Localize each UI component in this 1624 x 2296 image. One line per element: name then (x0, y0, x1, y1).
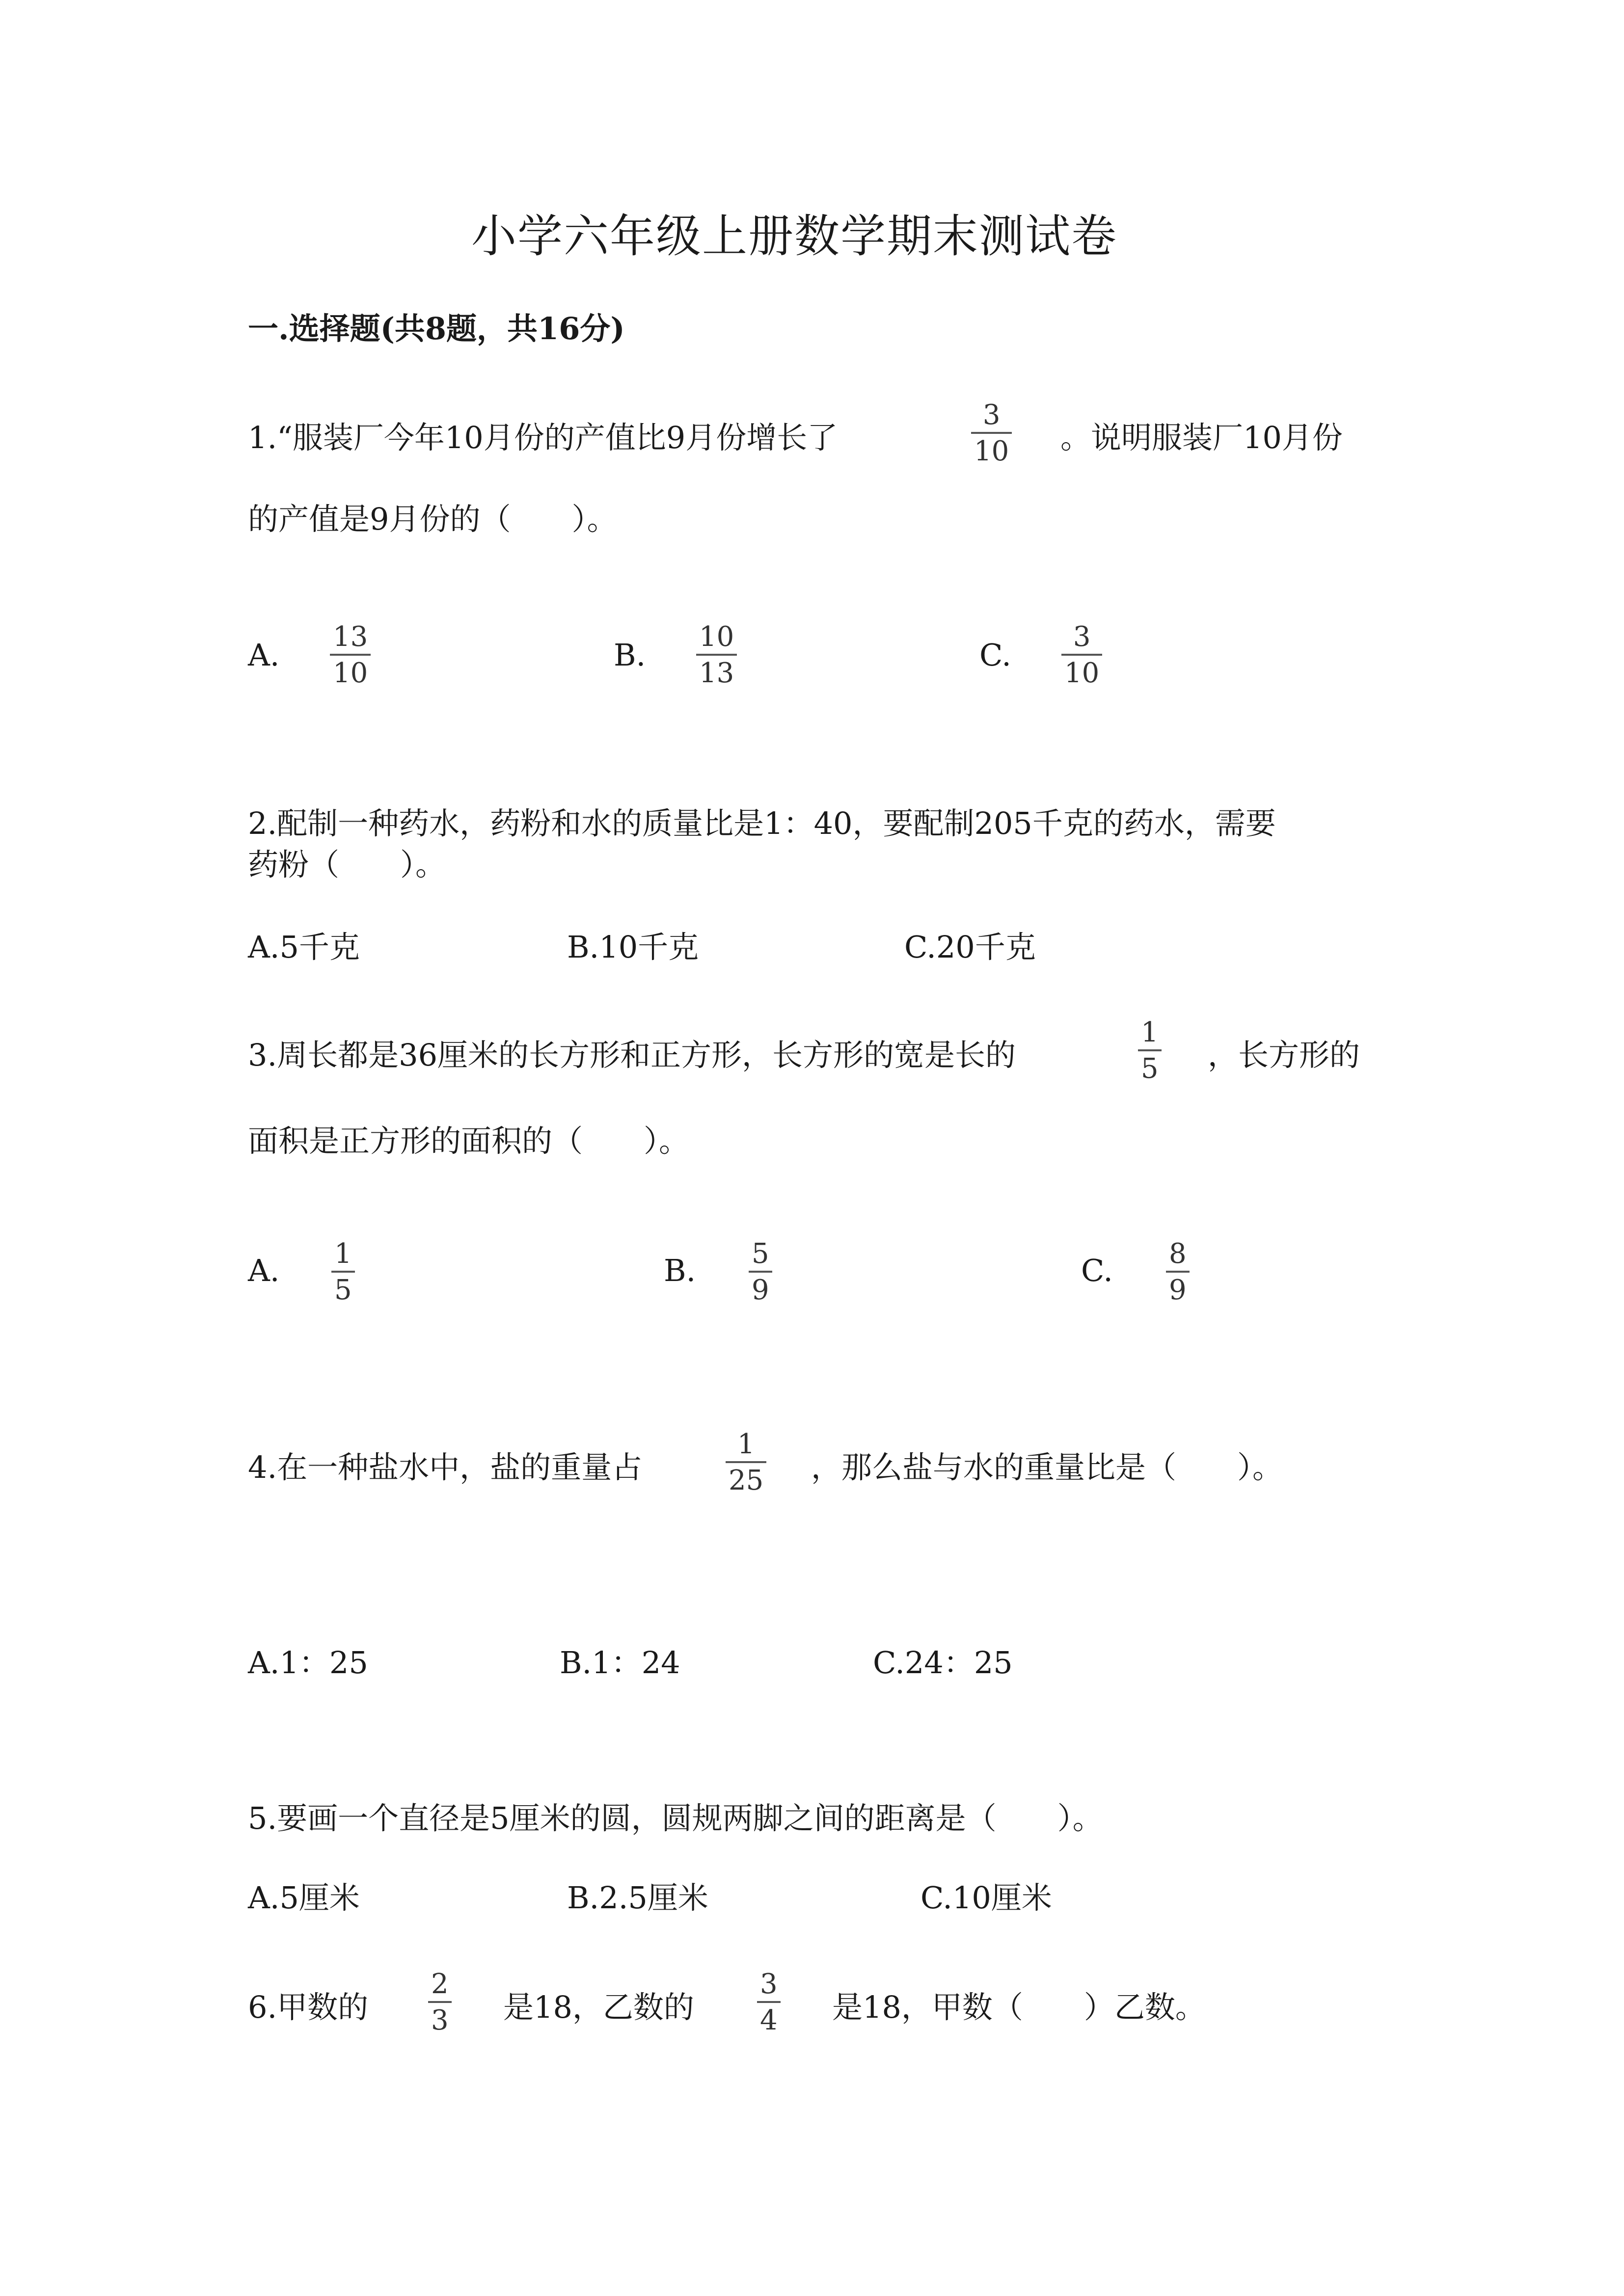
question-3-option-c-fraction[interactable] (1166, 1240, 1190, 1304)
fraction-denominator: 9 (752, 1274, 769, 1306)
question-4-text-a: 4.在一种盐水中，盐的重量占 (248, 1449, 643, 1485)
question-1-fraction (971, 401, 1012, 465)
fraction-numerator: 2 (431, 1968, 449, 2000)
fraction-numerator: 3 (1073, 621, 1091, 653)
question-1-option-a-fraction[interactable] (330, 623, 371, 687)
fraction-numerator: 1 (737, 1428, 755, 1460)
question-2-option-c[interactable]: C.20千克 (904, 929, 1036, 965)
page-title: 小学六年级上册数学期末测试卷 (471, 210, 1118, 263)
question-1-option-c-fraction[interactable] (1061, 623, 1102, 687)
question-3-option-b-fraction[interactable] (749, 1240, 772, 1304)
fraction-numerator: 3 (982, 399, 1001, 431)
question-1-option-a-label[interactable]: A. (248, 637, 280, 673)
question-2-text-b: 药粉（ ）。 (248, 847, 446, 882)
fraction-denominator: 10 (1064, 657, 1100, 689)
fraction-denominator: 13 (699, 657, 734, 689)
fraction-numerator: 5 (752, 1238, 769, 1270)
question-4-text-b: ，那么盐与水的重量比是（ ）。 (811, 1449, 1283, 1485)
fraction-numerator: 10 (699, 621, 734, 653)
question-1-option-b-label[interactable]: B. (614, 637, 646, 673)
question-5-option-b[interactable]: B.2.5厘米 (567, 1880, 708, 1916)
fraction-denominator: 9 (1169, 1274, 1187, 1306)
question-1-text-a: 1.“服装厂今年10月份的产值比9月份增长了 (248, 420, 838, 455)
question-4-option-a[interactable]: A.1：25 (248, 1645, 368, 1681)
fraction-denominator: 5 (1141, 1053, 1159, 1085)
question-3-text-a: 3.周长都是36厘米的长方形和正方形，长方形的宽是长的 (248, 1037, 1016, 1073)
question-2-option-b[interactable]: B.10千克 (567, 929, 699, 965)
fraction-denominator: 4 (760, 2004, 778, 2036)
question-1-option-c-label[interactable]: C. (979, 637, 1011, 673)
fraction-denominator: 5 (334, 1274, 352, 1306)
section-heading: 一.选择题(共8题，共16分) (248, 311, 625, 347)
question-2-option-a[interactable]: A.5千克 (248, 929, 360, 965)
question-3-option-c-label[interactable]: C. (1081, 1253, 1113, 1288)
question-6-text-c: 是18，甲数（ ）乙数。 (832, 1989, 1206, 2025)
fraction-numerator: 8 (1169, 1238, 1187, 1270)
question-3-text-c: 面积是正方形的面积的（ ）。 (248, 1123, 690, 1159)
question-1-text-b: 。说明服装厂10月份 (1060, 420, 1343, 455)
question-4-fraction (726, 1428, 766, 1496)
question-4-option-c[interactable]: C.24：25 (873, 1645, 1013, 1681)
question-5-option-c[interactable]: C.10厘米 (920, 1880, 1052, 1916)
question-6-fraction-1 (428, 1968, 452, 2036)
fraction-denominator: 3 (431, 2004, 449, 2036)
question-3-option-a-label[interactable]: A. (248, 1253, 280, 1288)
question-4-option-b[interactable]: B.1：24 (560, 1645, 680, 1681)
fraction-numerator: 13 (333, 621, 368, 653)
question-5-text: 5.要画一个直径是5厘米的圆，圆规两脚之间的距离是（ ）。 (248, 1800, 1103, 1836)
fraction-denominator: 25 (729, 1465, 764, 1496)
question-3-text-b: ，长方形的 (1208, 1037, 1360, 1073)
fraction-numerator: 1 (1141, 1016, 1159, 1048)
fraction-numerator: 3 (760, 1968, 778, 2000)
question-5-option-a[interactable]: A.5厘米 (248, 1880, 360, 1916)
question-1-text-c: 的产值是9月份的（ ）。 (248, 501, 618, 537)
question-6-fraction-2 (757, 1968, 781, 2036)
question-6-text-b: 是18，乙数的 (503, 1989, 694, 2025)
question-3-option-b-label[interactable]: B. (664, 1253, 696, 1288)
fraction-denominator: 10 (974, 435, 1009, 467)
question-3-fraction (1138, 1016, 1162, 1085)
question-3-option-a-fraction[interactable] (331, 1240, 355, 1304)
fraction-numerator: 1 (334, 1238, 352, 1270)
question-1-option-b-fraction[interactable] (696, 623, 737, 687)
fraction-denominator: 10 (333, 657, 368, 689)
question-2-text-a: 2.配制一种药水，药粉和水的质量比是1：40，要配制205千克的药水，需要 (248, 805, 1276, 841)
question-6-text-a: 6.甲数的 (248, 1989, 369, 2025)
